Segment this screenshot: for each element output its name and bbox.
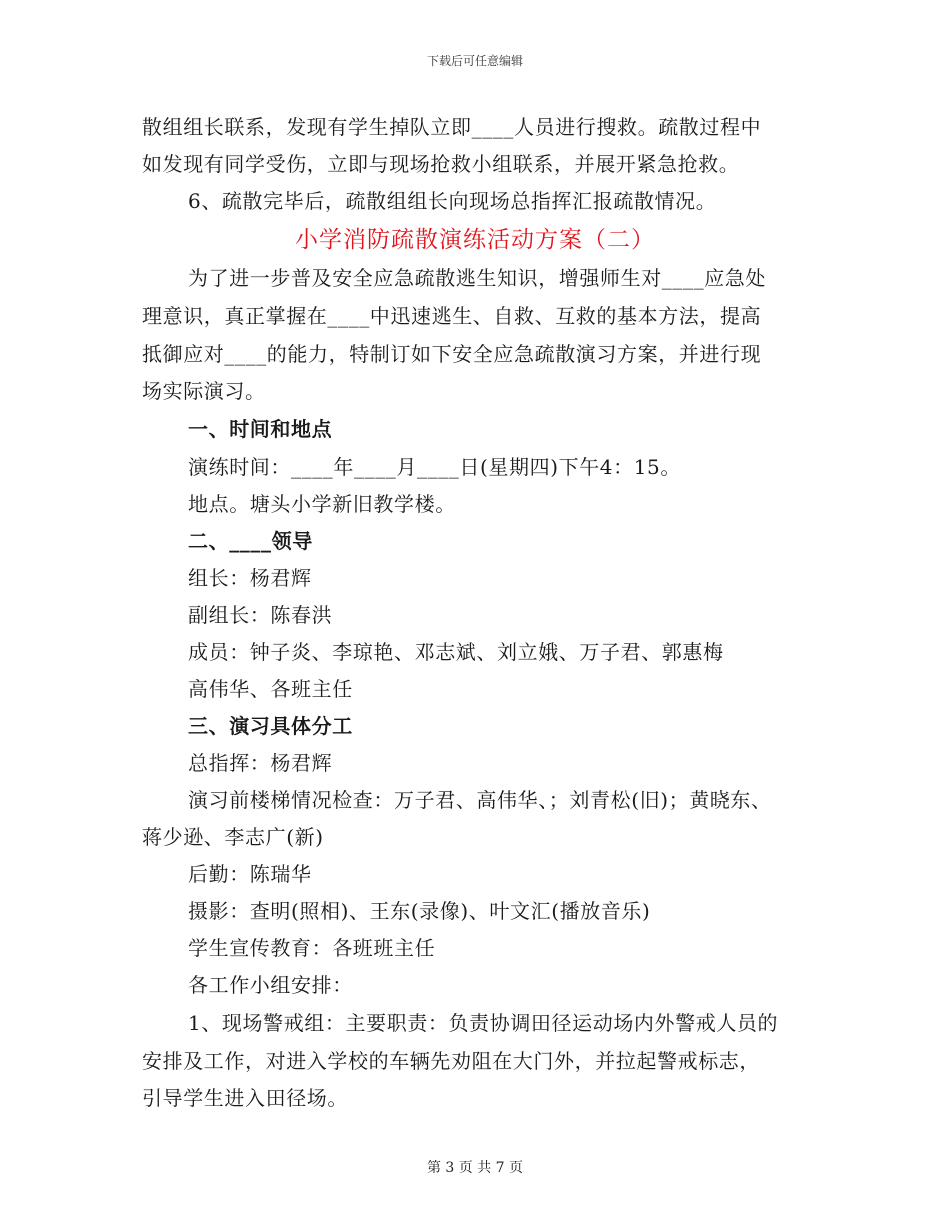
heading-leadership: 二、____领导 <box>188 529 313 553</box>
body-line: 蒋少逊、李志广(新) <box>142 825 324 849</box>
body-line: 场实际演习。 <box>142 379 266 403</box>
body-line: 引导学生进入田径场。 <box>142 1086 348 1110</box>
heading-division: 三、演习具体分工 <box>188 714 353 738</box>
page-footer: 第 3 页 共 7 页 <box>426 1160 524 1176</box>
body-line: 抵御应对____的能力，特制订如下安全应急疏散演习方案，并进行现 <box>142 342 762 366</box>
body-line: 后勤：陈瑞华 <box>188 862 312 886</box>
body-line: 如发现有同学受伤，立即与现场抢救小组联系，并展开紧急抢救。 <box>142 152 740 176</box>
body-line: 散组组长联系，发现有学生掉队立即____人员进行搜救。疏散过程中 <box>142 115 762 139</box>
body-line: 1、现场警戒组：主要职责：负责协调田径运动场内外警戒人员的 <box>188 1011 779 1035</box>
body-line: 各工作小组安排： <box>188 973 353 997</box>
body-line: 总指挥：杨君辉 <box>188 751 333 775</box>
body-line: 6、疏散完毕后，疏散组组长向现场总指挥汇报疏散情况。 <box>188 189 717 213</box>
body-line: 组长：杨君辉 <box>188 566 312 590</box>
body-line: 高伟华、各班主任 <box>188 677 353 701</box>
body-line: 理意识，真正掌握在____中迅速逃生、自救、互救的基本方法，提高 <box>142 304 762 328</box>
heading-time-place: 一、时间和地点 <box>188 417 333 441</box>
body-line: 演练时间：____年____月____日(星期四)下午4：15。 <box>188 455 681 479</box>
body-line: 副组长：陈春洪 <box>188 603 333 627</box>
body-line: 学生宣传教育：各班班主任 <box>188 936 436 960</box>
body-line: 地点。塘头小学新旧教学楼。 <box>188 492 456 516</box>
body-line: 成员：钟子炎、李琼艳、邓志斌、刘立娥、万子君、郭惠梅 <box>188 640 724 664</box>
body-line: 摄影：查明(照相)、王东(录像)、叶文汇(播放音乐) <box>188 899 651 923</box>
section-title: 小学消防疏散演练活动方案（二） <box>295 227 655 253</box>
body-line: 演习前楼梯情况检查：万子君、高伟华、；刘青松(旧)；黄晓东、 <box>188 788 772 812</box>
body-line: 安排及工作，对进入学校的车辆先劝阻在大门外，并拉起警戒标志， <box>142 1049 760 1073</box>
body-line: 为了进一步普及安全应急疏散逃生知识，增强师生对____应急处 <box>188 266 766 290</box>
page-header: 下载后可任意编辑 <box>426 54 523 68</box>
